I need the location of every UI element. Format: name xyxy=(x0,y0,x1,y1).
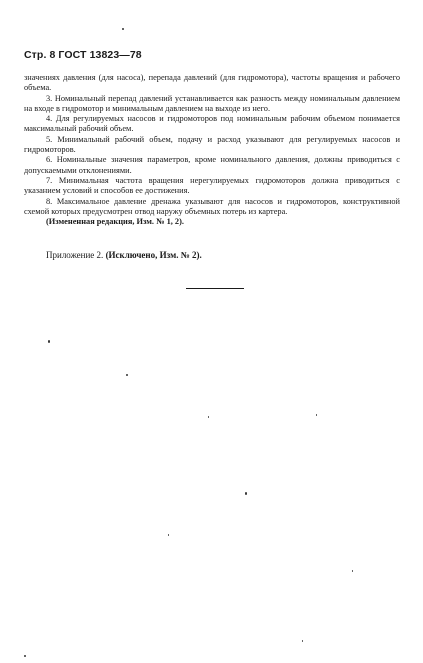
appendix-note xyxy=(46,250,202,260)
scan-speck xyxy=(352,570,353,572)
scan-speck xyxy=(24,655,26,657)
scan-speck xyxy=(316,414,317,416)
amendment-note: (Измененная редакция, Изм. № 1, 2). xyxy=(46,217,184,227)
appendix-status: (Исключено, Изм. № 2). xyxy=(105,250,202,260)
document-body xyxy=(24,73,400,227)
page-header: Стр. 8 ГОСТ 13823—78 xyxy=(24,49,142,61)
paragraph: значениях давления (для насоса), перепада давлений (для гидромотора), частоты вращения и рабочего объема. xyxy=(24,73,400,93)
paragraph: 6. Номинальные значения параметров, кроме номинального давления, должны приводиться с допускаемыми отклонениями. xyxy=(24,155,400,175)
scan-speck xyxy=(208,416,209,418)
scan-speck xyxy=(126,374,128,376)
scan-speck xyxy=(168,534,169,536)
paragraph: 8. Максимальное давление дренажа указывают для насосов и гидромоторов, конструктивной схемой которых предусмотрен отвод наружу объемных потерь из картера. xyxy=(24,196,400,216)
scan-speck xyxy=(122,28,124,30)
paragraph: 3. Номинальный перепад давлений устанавливается как разность между номинальным давлением на входе в гидромотор и минимальным давлением на выходе из него. xyxy=(24,93,400,113)
paragraph: 4. Для регулируемых насосов и гидромоторов под номинальным рабочим объемом понимается максимальный рабочий объем. xyxy=(24,114,400,134)
paragraph: 7. Минимальная частота вращения нерегулируемых гидромоторов должна приводиться с указанием условий и способов ее достижения. xyxy=(24,175,400,196)
paragraph: 5. Минимальный рабочий объем, подачу и расход указывают для регулируемых насосов и гидромоторов. xyxy=(24,134,400,155)
appendix-label: Приложение 2. xyxy=(46,250,104,260)
section-separator xyxy=(186,288,244,289)
scan-speck xyxy=(302,640,303,642)
scan-speck xyxy=(245,492,247,495)
scan-speck xyxy=(48,340,50,343)
